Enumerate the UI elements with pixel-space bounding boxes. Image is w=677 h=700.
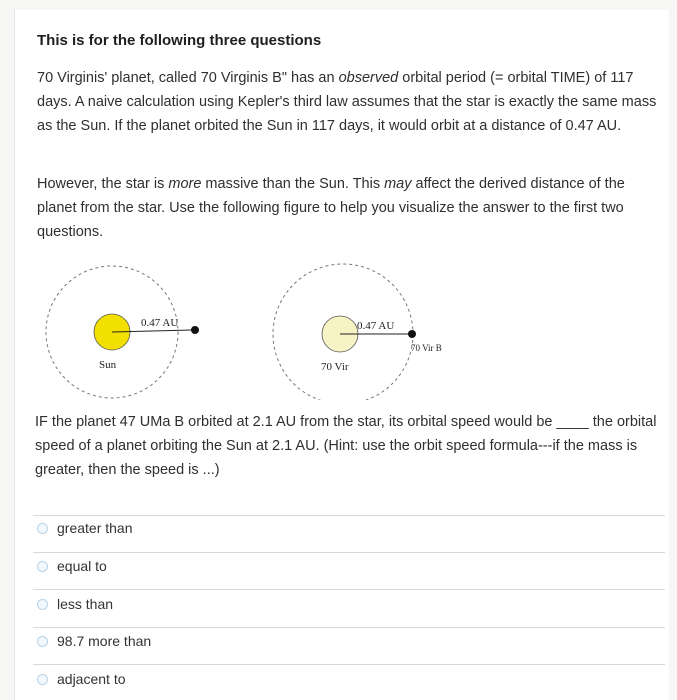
question-text: IF the planet 47 UMa B orbited at 2.1 AU from the star, its orbital speed would be ____ the orbital speed of a planet orbiting the Sun at 2.1 AU. (Hint: use the orbit speed formula---if the mass is greater, then the speed is ...) [35,414,657,478]
radio-button[interactable] [37,636,48,647]
vir-planet [408,330,416,338]
radio-button[interactable] [37,561,48,572]
sun-planet [191,326,199,334]
radio-button[interactable] [37,599,48,610]
options-divider [33,552,665,553]
section-heading: This is for the following three questions [37,32,322,49]
vir-distance-label: 0.47 AU [357,320,395,332]
option-equal-to[interactable] [37,555,107,577]
question-page [14,10,669,700]
sun-distance-label: 0.47 AU [141,317,179,329]
options-divider [33,515,665,516]
intro-paragraph-2: However, the star is more massive than the Sun. This may affect the derived distance of the planet from the star. Use the following figure to help you visualize the answer to the first two questions. [37,176,625,240]
option-98-7-more-than[interactable] [37,630,151,652]
sun-label: Sun [99,359,117,371]
intro-paragraph-1: 70 Virginis' planet, called 70 Virginis B" has an observed orbital period (= orbital TIME) of 117 days. A naive calculation using Kepler's third law assumes that the star is exactly the same mass as the Sun. If the planet orbited the Sun in 117 days, it would orbit at a distance of 0.47 AU. [37,70,657,134]
option-label: less than [57,596,114,612]
options-divider [33,589,665,590]
option-less-than[interactable] [37,593,113,615]
options-divider [33,627,665,628]
vir-label: 70 Vir [321,361,349,373]
vir-planet-label: 70 Vir B [411,343,442,353]
option-label: 98.7 more than [57,633,152,649]
option-greater-than[interactable] [37,517,133,539]
option-label: greater than [57,520,133,536]
options-divider [33,664,665,665]
radio-button[interactable] [37,523,48,534]
radio-button[interactable] [37,674,48,685]
option-label: equal to [57,558,107,574]
option-label: adjacent to [57,671,126,687]
option-adjacent-to[interactable] [37,668,126,690]
orbit-figure [25,250,445,400]
